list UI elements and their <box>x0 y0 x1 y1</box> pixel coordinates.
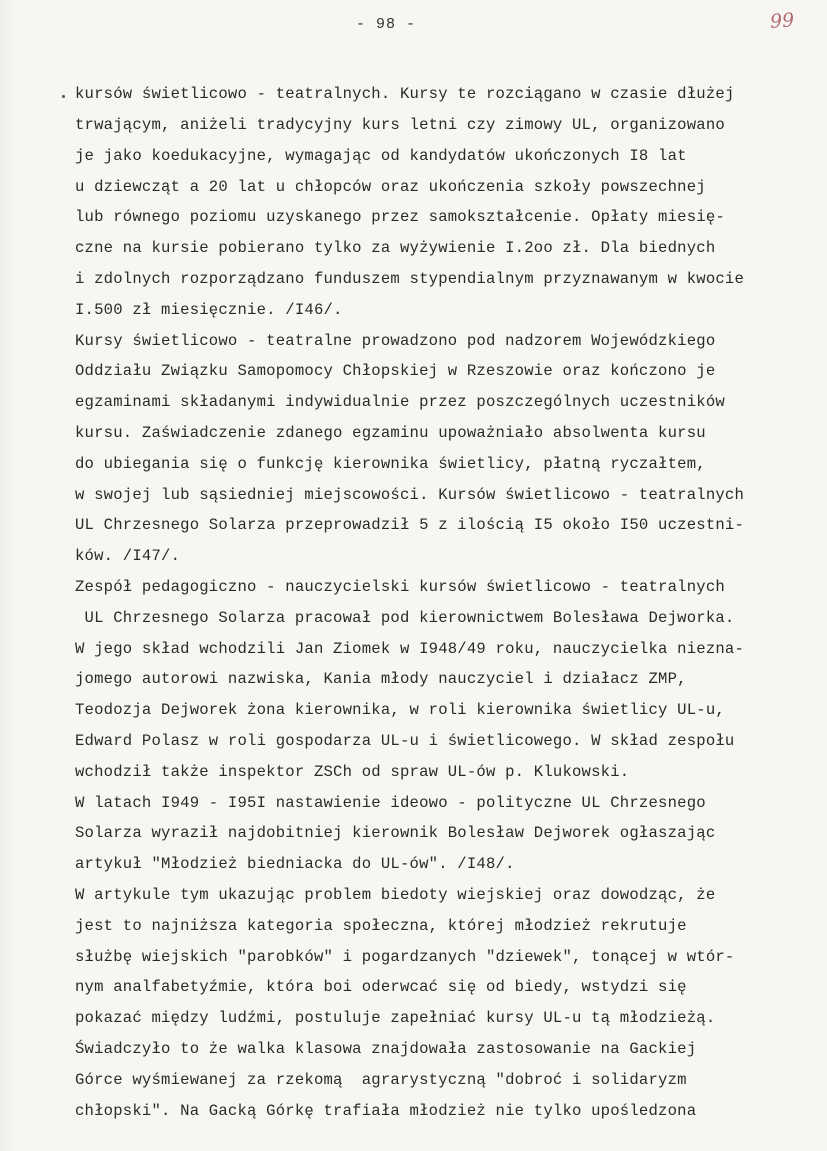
text-line: czne na kursie pobierano tylko za wyżywienie I.2oo zł. Dla biednych <box>75 239 716 257</box>
text-line: służbę wiejskich "parobków" i pogardzanych "dziewek", tonącej w wtór- <box>75 948 735 966</box>
text-line: Edward Polasz w roli gospodarza UL-u i świetlicowego. W skład zespołu <box>75 732 735 750</box>
text-line: i zdolnych rozporządzano funduszem stypendialnym przyznawanym w kwocie <box>75 270 745 288</box>
text-line: Zespół pedagogiczno - nauczycielski kursów świetlicowo - teatralnych <box>75 578 725 596</box>
text-line: Oddziału Związku Samopomocy Chłopskiej w Rzeszowie oraz kończono je <box>75 362 716 380</box>
text-line: W jego skład wchodzili Jan Ziomek w I948/49 roku, nauczycielka niezna- <box>75 640 745 658</box>
text-line: lub równego poziomu uzyskanego przez samokształcenie. Opłaty miesię- <box>75 208 725 226</box>
page-number: - 98 - <box>356 16 417 33</box>
text-line: W latach I949 - I95I nastawienie ideowo - polityczne UL Chrzesnego <box>75 794 706 812</box>
text-line: trwającym, aniżeli tradycyjny kurs letni czy zimowy UL, organizowano <box>75 116 725 134</box>
margin-ink-dot <box>62 95 65 98</box>
text-line: I.500 zł miesięcznie. /I46/. <box>75 301 343 319</box>
text-line: Solarza wyraził najdobitniej kierownik Bolesław Dejworek ogłaszając <box>75 824 716 842</box>
text-line: chłopski". Na Gacką Górkę trafiała młodzież nie tylko upośledzona <box>75 1102 697 1120</box>
text-line: kursu. Zaświadczenie zdanego egzaminu upoważniało absolwenta kursu <box>75 424 706 442</box>
text-line: UL Chrzesnego Solarza pracował pod kierownictwem Bolesława Dejworka. <box>75 609 735 627</box>
text-line: Górce wyśmiewanej za rzekomą agrarystyczną "dobroć i solidaryzm <box>75 1071 687 1089</box>
text-line: u dziewcząt a 20 lat u chłopców oraz ukończenia szkoły powszechnej <box>75 178 706 196</box>
text-line: pokazać między ludźmi, postuluje zapełniać kursy UL-u tą młodzieżą. <box>75 1009 716 1027</box>
text-line: artykuł "Młodzież biedniacka do UL-ów". /I48/. <box>75 855 515 873</box>
text-line: Teodozja Dejworek żona kierownika, w roli kierownika świetlicy UL-u, <box>75 701 725 719</box>
text-line: je jako koedukacyjne, wymagając od kandydatów ukończonych I8 lat <box>75 147 687 165</box>
text-line: Świadczyło to że walka klasowa znajdowała zastosowanie na Gackiej <box>75 1040 697 1058</box>
handwritten-page-number: 99 <box>769 9 795 33</box>
text-line: do ubiegania się o funkcję kierownika świetlicy, płatną ryczałtem, <box>75 455 706 473</box>
text-line: ków. /I47/. <box>75 547 181 565</box>
text-line: wchodził także inspektor ZSCh od spraw UL-ów p. Klukowski. <box>75 763 630 781</box>
text-line: egzaminami składanymi indywidualnie przez poszczególnych uczestników <box>75 393 725 411</box>
text-line: nym analfabetyźmie, która boi oderwcać się od biedy, wstydzi się <box>75 978 687 996</box>
text-line: Kursy świetlicowo - teatralne prowadzono pod nadzorem Wojewódzkiego <box>75 332 716 350</box>
text-line: jest to najniższa kategoria społeczna, której młodzież rekrutuje <box>75 917 687 935</box>
text-line: UL Chrzesnego Solarza przeprowadził 5 z ilością I5 około I50 uczestni- <box>75 516 745 534</box>
text-line: jomego autorowi nazwiska, Kania młody nauczyciel i działacz ZMP, <box>75 670 687 688</box>
text-line: w swojej lub sąsiedniej miejscowości. Kursów świetlicowo - teatralnych <box>75 486 745 504</box>
text-line: kursów świetlicowo - teatralnych. Kursy te rozciągano w czasie dłużej <box>75 85 735 103</box>
text-line: W artykule tym ukazując problem biedoty wiejskiej oraz dowodząc, że <box>75 886 716 904</box>
